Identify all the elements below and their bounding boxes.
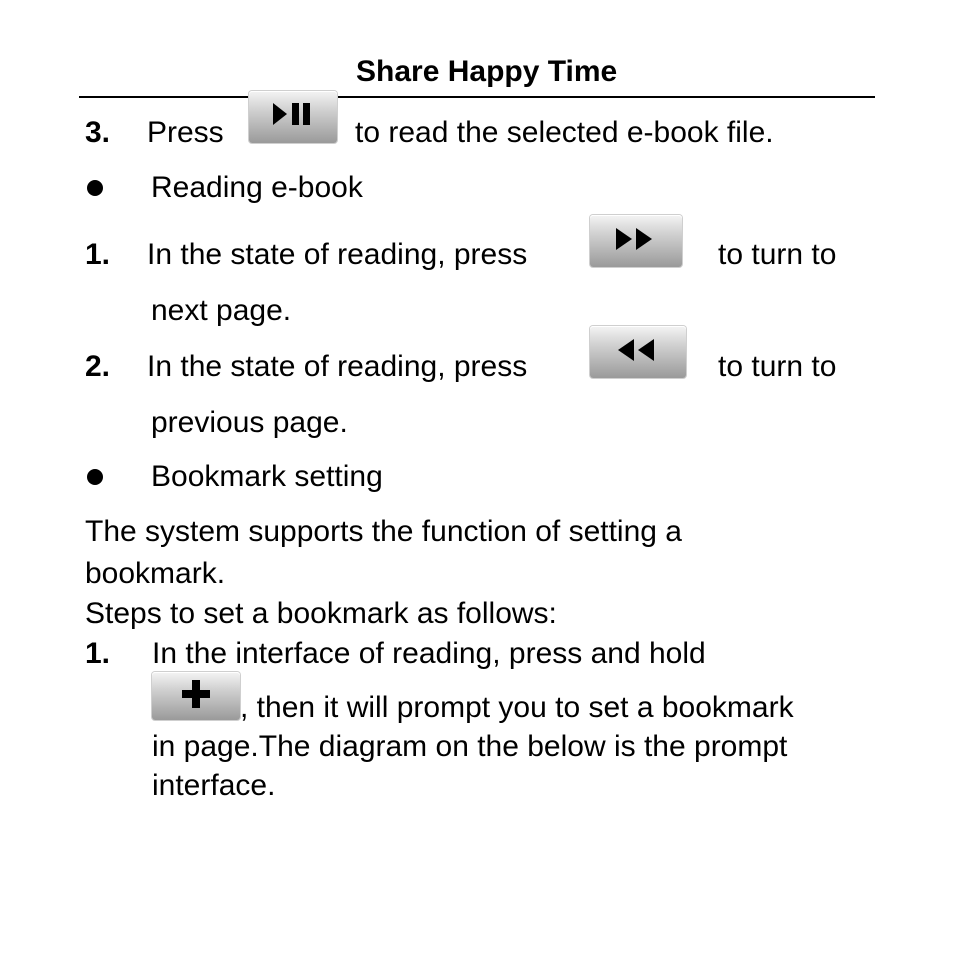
- fast-forward-icon: [590, 215, 682, 267]
- step-text: to read the selected e-book file.: [355, 116, 774, 149]
- step-text: Press: [147, 116, 224, 149]
- plus-icon: [152, 672, 240, 720]
- bullet-icon: [87, 180, 103, 196]
- step-number: 3.: [85, 116, 111, 149]
- step-text: interface.: [152, 769, 276, 802]
- step-number: 1.: [85, 637, 111, 670]
- section-heading: Bookmark setting: [151, 460, 383, 493]
- step-text: to turn to: [718, 350, 837, 383]
- paragraph-line: Steps to set a bookmark as follows:: [85, 597, 557, 630]
- section-heading: Reading e-book: [151, 171, 363, 204]
- step-continuation: next page.: [151, 294, 292, 327]
- bullet-icon: [87, 469, 103, 485]
- step-text: , then it will prompt you to set a bookmark: [240, 691, 794, 724]
- step-text: In the interface of reading, press and hold: [152, 637, 706, 670]
- step-text: In the state of reading, press: [147, 238, 528, 271]
- paragraph-line: The system supports the function of setting a: [85, 515, 682, 548]
- play-pause-icon: [249, 91, 337, 143]
- step-text: In the state of reading, press: [147, 350, 528, 383]
- header-divider: [79, 96, 875, 98]
- step-number: 1.: [85, 238, 111, 271]
- step-number: 2.: [85, 350, 111, 383]
- page-title: Share Happy Time: [356, 55, 618, 88]
- paragraph-line: bookmark.: [85, 557, 226, 590]
- step-text: in page.The diagram on the below is the prompt: [152, 730, 788, 763]
- step-continuation: previous page.: [151, 406, 348, 439]
- rewind-icon: [590, 326, 686, 378]
- step-text: to turn to: [718, 238, 837, 271]
